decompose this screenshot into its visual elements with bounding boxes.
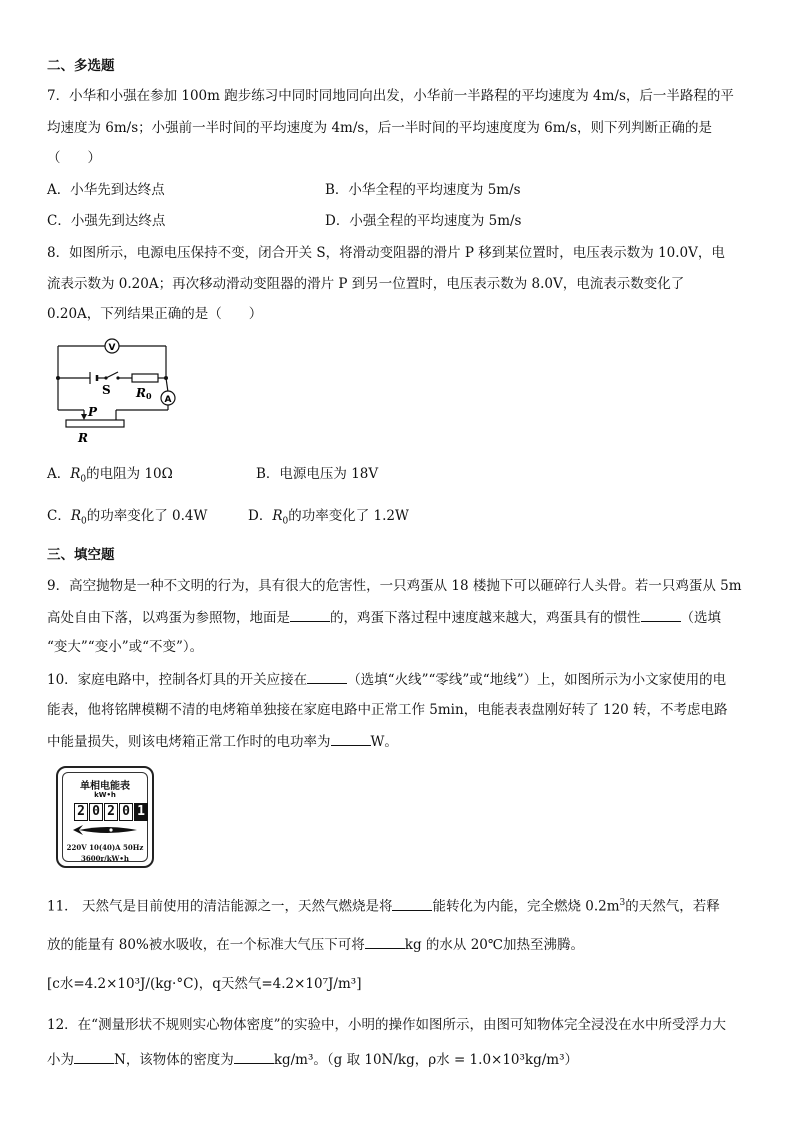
q8-line3: 0.20A，下列结果正确的是（ ） [47, 306, 263, 322]
circuit-diagram [52, 334, 182, 446]
q10-line3: 中能量损失，则该电烤箱正常工作时的电功率为 W。 [47, 731, 398, 752]
q9-line3: “变大”“变小”或“不变”）。 [47, 639, 204, 655]
q11-line3: [c水=4.2×10³J/(kg·°C)，q天然气=4.2×10⁷J/m³] [47, 976, 362, 992]
answer-blank[interactable] [641, 607, 681, 622]
meter-disc-arrow-icon [71, 823, 143, 837]
voltmeter-label: V [108, 343, 116, 353]
answer-blank[interactable] [331, 731, 371, 746]
q7-option-a: A．小华先到达终点 [47, 182, 165, 198]
answer-blank[interactable] [290, 607, 330, 622]
q8-line2: 流表示数为 0.20A；再次移动滑动变阻器的滑片 P 到另一位置时，电压表示数为 8.0V，电流表示数变化了 [47, 276, 685, 292]
q11-line2: 放的能量有 80%被水吸收，在一个标准大气压下可将 kg 的水从 20℃加热至沸腾。 [47, 934, 584, 955]
energy-meter [56, 766, 154, 868]
answer-blank[interactable] [234, 1049, 274, 1064]
switch-label: S [102, 383, 111, 397]
meter-digit: 0 [119, 803, 133, 821]
answer-blank[interactable] [307, 669, 347, 684]
slider-arrow [81, 414, 87, 420]
energy-meter-rating: 220V 10(40)A 50Hz [66, 843, 144, 852]
q7-option-b: B．小华全程的平均速度为 5m/s [325, 182, 521, 198]
q7-line1: 7．小华和小强在参加 100m 跑步练习中同时同地同向出发，小华前一半路程的平均速度为 4m/s，后一半路程的平 [47, 88, 734, 104]
fixed-resistor-label: R0 [136, 386, 152, 401]
junction-dot [56, 376, 60, 380]
answer-blank[interactable] [365, 934, 405, 949]
ammeter-label: A [164, 395, 172, 405]
q7-option-d: D．小强全程的平均速度为 5m/s [325, 213, 522, 229]
switch-contact [116, 376, 119, 379]
meter-digit: 2 [74, 803, 88, 821]
q10-line2: 能表，他将铭牌模糊不清的电烤箱单独接在家庭电路中正常工作 5min，电能表表盘刚好转了 120 转，不考虑电路 [47, 702, 728, 718]
rheostat-label: R [78, 431, 88, 445]
energy-meter-face [62, 772, 148, 862]
q8-option-c: C．$R_0$的功率变化了 0.4W [47, 508, 208, 527]
energy-meter-constant: 3600r/kW•h [80, 854, 129, 863]
junction-dot [164, 376, 168, 380]
q12-line2: 小为 N，该物体的密度为 kg/m³。（g 取 10N/kg，ρ水 = 1.0×10³kg/m³） [47, 1049, 578, 1070]
meter-digit-decimal: 1 [134, 803, 148, 821]
q9-line1: 9．高空抛物是一种不文明的行为，具有很大的危害性，一只鸡蛋从 18 楼抛下可以砸碎行人头骨。若一只鸡蛋从 5m [47, 578, 742, 594]
q8-line1: 8．如图所示，电源电压保持不变，闭合开关 S，将滑动变阻器的滑片 P 移到某位置时，电压表示数为 10.0V，电 [47, 245, 725, 261]
q7-line2: 均速度为 6m/s；小强前一半时间的平均速度为 4m/s，后一半时间的平均速度度为 6m/s，则下列判断正确的是 [47, 120, 712, 136]
q11-line1: 11． 天然气是目前使用的清洁能源之一，天然气燃烧是将 能转化为内能，完全燃烧 $0.2m^3$的天然气，若释 [47, 893, 720, 917]
meter-digit: 0 [89, 803, 103, 821]
slider-label: P [88, 405, 98, 419]
energy-meter-title: 单相电能表 [80, 781, 130, 792]
energy-meter-unit: kW•h [94, 791, 116, 799]
q9-line2: 高处自由下落，以鸡蛋为参照物，地面是 的，鸡蛋下落过程中速度越来越大，鸡蛋具有的惯性 （选填 [47, 607, 721, 628]
q8-option-b: B．电源电压为 18V [256, 466, 379, 482]
q8-option-d: D．$R_0$的功率变化了 1.2W [248, 508, 409, 527]
section-title-multiple-choice: 二、多选题 [47, 58, 115, 74]
q10-line1: 10．家庭电路中，控制各灯具的开关应接在 （选填“火线”“零线”或“地线”）上，如图所示为小文家使用的电 [47, 669, 726, 690]
answer-blank[interactable] [392, 896, 432, 911]
meter-digit: 2 [104, 803, 118, 821]
energy-meter-digits [74, 803, 149, 821]
q7-line3: （ ） [47, 150, 101, 166]
answer-blank[interactable] [74, 1049, 114, 1064]
fixed-resistor [132, 374, 158, 382]
q7-option-c: C．小强先到达终点 [47, 213, 166, 229]
switch-lever [106, 372, 118, 378]
q8-option-a: A．$R_0$的电阻为 10Ω [47, 466, 173, 485]
q12-line1: 12．在“测量形状不规则实心物体密度”的实验中，小明的操作如图所示，由图可知物体完全浸没在水中所受浮力大 [47, 1017, 726, 1033]
section-title-fill-in: 三、填空题 [47, 547, 115, 563]
